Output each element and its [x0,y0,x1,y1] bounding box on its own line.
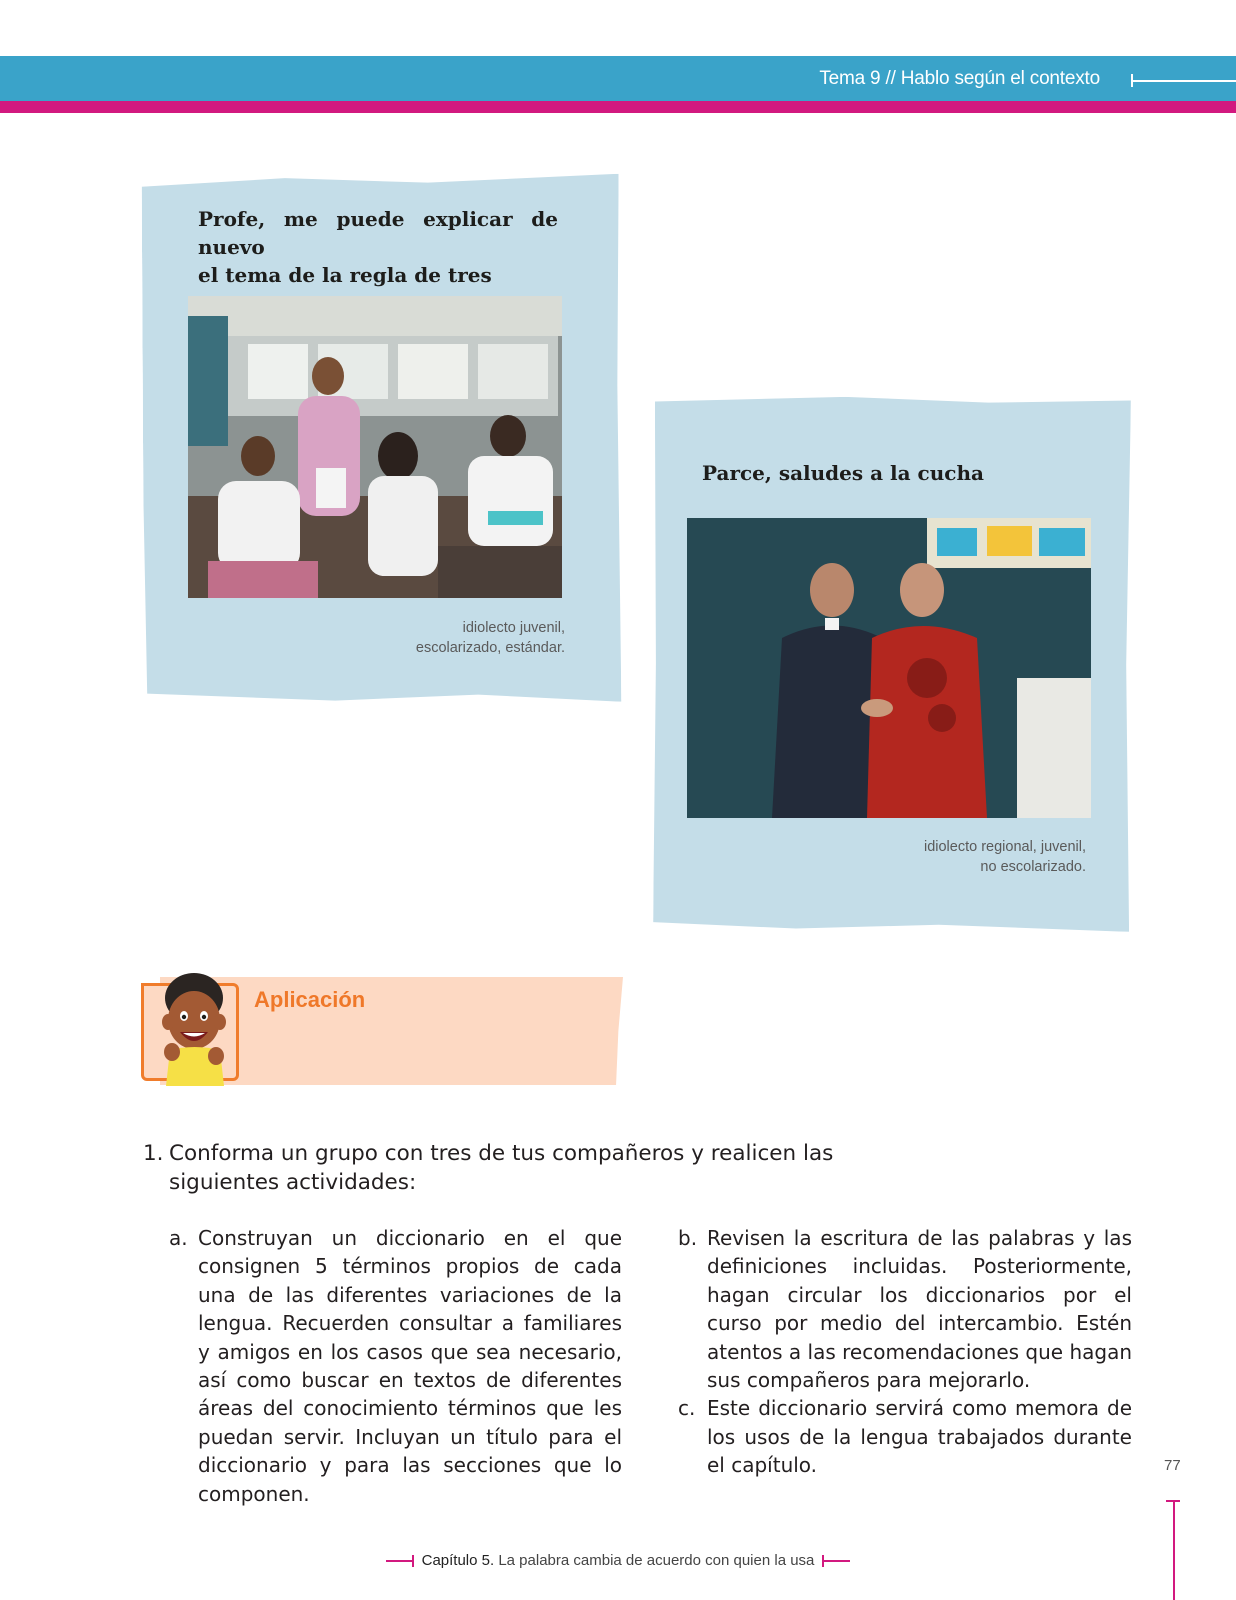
activity-item-c [678,1394,1132,1479]
activity-item-a [169,1224,622,1508]
handshake-photo-illustration [687,518,1091,818]
caption-line-1: idiolecto regional, juvenil, [923,839,1086,855]
student-avatar-icon [150,970,240,1086]
item-text: Construyan un diccionario en el que consignen 5 términos propios de cada una de las diferentes variaciones de la lengua. Recuerden consultar a familiares y amigos en los casos que sea necesario, así como buscar en textos de diferentes áreas del conocimiento términos que les puedan servir. Incluyan un título para el diccionario y para las secciones que lo componen. [198,1226,622,1506]
caption-line-2: no escolarizado. [980,859,1086,875]
activity-item-b [678,1224,1132,1394]
item-text: Revisen la escritura de las palabras y las definiciones incluidas. Posteriormente, hagan circular los diccionarios por el curso por medio del intercambio. Estén atentos a las recomendaciones que hagan sus compañeros para mejorarlo. [707,1226,1133,1393]
speech-line-2: el tema de la regla de tres [198,263,492,287]
classroom-photo [188,296,562,598]
speech-text-classroom [198,205,558,289]
side-rule [1173,1500,1175,1600]
item-label: b. [678,1226,698,1250]
application-title: Aplicación [254,987,366,1012]
header-rule [1132,80,1236,82]
caption-classroom [305,618,565,658]
item-label: a. [169,1226,188,1250]
activity-text: Conforma un grupo con tres de tus compañeros y realicen las siguientes actividades: [169,1141,834,1195]
handshake-photo [687,518,1091,818]
caption-line-1: idiolecto juvenil, [462,620,565,636]
page-footer [0,1552,1236,1569]
page-header-title: Tema 9 // Hablo según el contexto [819,68,1100,89]
activity-column-right [678,1224,1132,1480]
speech-line-1: Profe, me puede explicar de nuevo [198,207,558,259]
caption-handshake [826,837,1086,877]
caption-line-2: escolarizado, estándar. [415,640,565,656]
footer-chapter-title: La palabra cambia de acuerdo con quien la usa [498,1552,815,1569]
classroom-photo-illustration [188,296,562,598]
activity-column-left [169,1224,622,1508]
speech-text-handshake: Parce, saludes a la cucha [702,461,984,485]
item-text: Este diccionario servirá como memora de los usos de la lengua trabajados durante el capítulo. [707,1396,1132,1478]
footer-dash-right [822,1560,850,1562]
item-label: c. [678,1396,696,1421]
header-pink-stripe [0,101,1236,113]
activity-number: 1. [143,1141,164,1166]
activity-question [143,1140,843,1197]
footer-dash-left [386,1560,414,1562]
footer-chapter-label: Capítulo 5. [421,1552,495,1569]
page-number: 77 [1164,1457,1181,1474]
